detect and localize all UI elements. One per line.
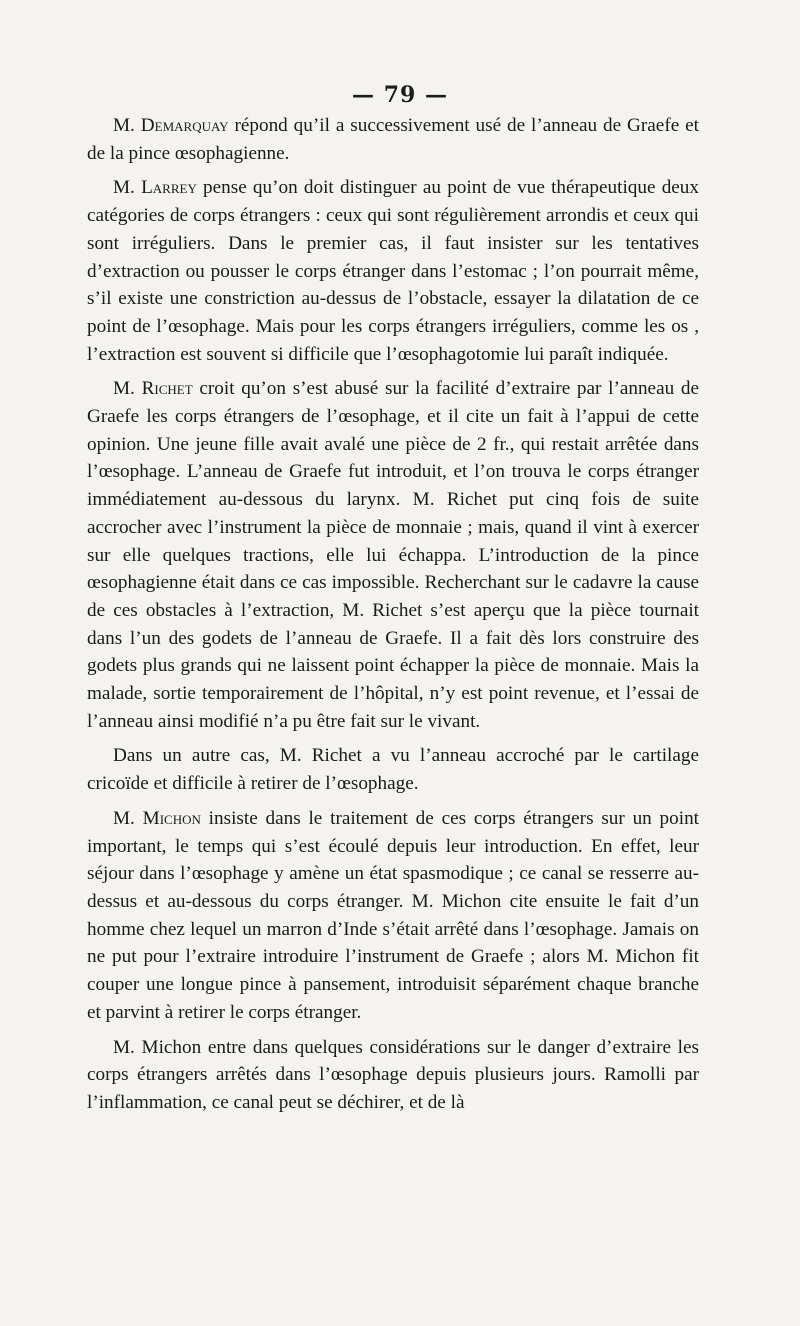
paragraph-larrey [87,174,699,368]
page-number: — 79 — [352,82,448,108]
paragraph-michon-danger [87,1034,699,1117]
paragraph-text: répond qu’il a successivement usé de l’anneau de Graefe et de la pince œsophagienne. [87,115,699,164]
body-text [87,112,699,1124]
speaker-prefix: M. [113,378,142,400]
speaker-name: Michon [142,807,201,829]
paragraph-michon [87,805,699,1027]
paragraph-richet-other-case [87,742,699,797]
paragraph-text: pense qu’on doit distinguer au point de vue thérapeutique deux catégories de corps étrangers : ceux qui sont régulièrement arrondis et ceux qui sont irréguliers. Dans le premier cas, il faut insister sur les tentatives d’extraction ou pousser le corps étranger dans l’estomac ; l’on pourrait même, s’il existe une constriction au-dessus de l’obstacle, essayer la dilatation de ce point de l’œsophage. Mais pour les corps étrangers irréguliers, comme les os , l’extraction est souvent si difficile que l’œsophagotomie lui paraît indiquée. [87,177,699,365]
speaker-prefix: M. [113,115,141,136]
paragraph-richet [87,375,699,735]
speaker-prefix: M. [113,177,142,199]
paragraph-text: M. Michon entre dans quelques considérations sur le danger d’extraire les corps étrangers arrêtés dans l’œsophage depuis plusieurs jours. Ramolli par l’inflammation, ce canal peut se déchirer, et de là [87,1036,699,1113]
speaker-name: Demarquay [140,115,229,136]
paragraph-text: Dans un autre cas, M. Richet a vu l’anneau accroché par le cartilage cricoïde et difficile à retirer de l’œsophage. [87,745,699,795]
paragraph-text: croit qu’on s’est abusé sur la facilité d’extraire par l’anneau de Graefe les corps étrangers de l’œsophage, et il cite un fait à l’appui de cette opinion. Une jeune fille avait avalé une pièce de 2 fr., qui restait arrêtée dans l’œsophage. L’anneau de Graefe fut introduit, et l’on trouva le corps étranger immédiatement au-dessous du larynx. M. Richet put cinq fois de suite accrocher avec l’instrument la pièce de monnaie ; mais, quand il vint à exercer sur elle quelques tractions, elle lui échappa. L’introduction de la pince œsophagienne était dans ce cas impossible. Recherchant sur le cadavre la cause de ces obstacles à l’extraction, M. Richet s’est aperçu que la pièce tournait dans l’un des godets de l’anneau de Graefe. Il a fait dès lors construire des godets plus grands qui ne laissent point échapper la pièce de monnaie. Mais la malade, sortie temporairement de l’hôpital, n’y est point revenue, et l’essai de l’anneau ainsi modifié n’a pu être fait sur le vivant. [87,378,700,732]
speaker-prefix: M. [113,807,143,829]
speaker-name: Larrey [141,177,197,199]
paragraph-demarquay [87,112,699,167]
speaker-name: Richet [141,378,193,400]
paragraph-text: insiste dans le traitement de ces corps étrangers sur un point important, le temps qui s’est écoulé depuis leur introduction. En effet, leur séjour dans l’œsophage y amène un état spasmodique ; ce canal se resserre au-dessus et au-dessous du corps étranger. M. Michon cite ensuite le fait d’un homme chez lequel un marron d’Inde s’était arrêté dans l’œsophage. Jamais on ne put pour l’extraire introduire l’instrument de Graefe ; alors M. Michon fit couper une longue pince à pansement, introduisit séparément chaque branche et parvint à retirer le corps étranger. [87,807,699,1023]
